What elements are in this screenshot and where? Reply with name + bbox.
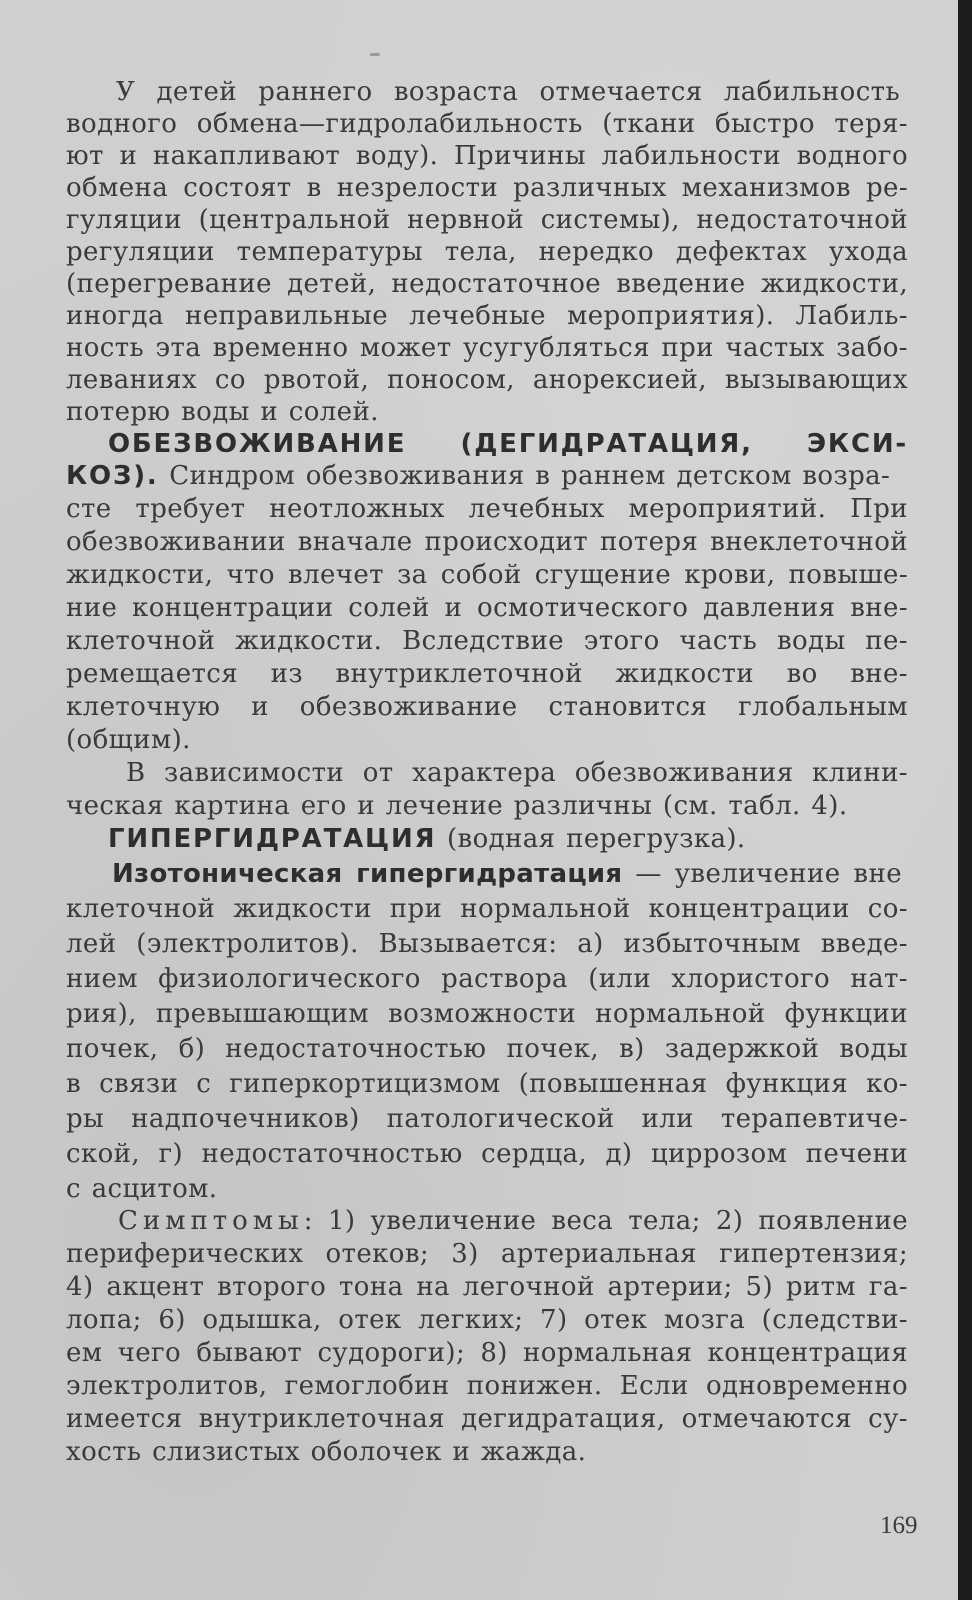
text-line: лопа; 6) одышка, отек легких; 7) отек мозга (следстви- bbox=[66, 1305, 908, 1335]
text-line bbox=[112, 858, 902, 891]
section-heading-line bbox=[108, 823, 908, 856]
text-line: обезвоживании вначале происходит потеря внеклеточной bbox=[66, 527, 908, 557]
text-line: леваниях со рвотой, поносом, анорексией, вызывающих bbox=[66, 365, 908, 395]
text-line: электролитов, гемоглобин понижен. Если одновременно bbox=[66, 1371, 908, 1401]
text-line: ние концентрации солей и осмотического давления вне- bbox=[66, 593, 908, 623]
text-line-rest: Синдром обезвоживания в раннем детском возра- bbox=[158, 461, 891, 491]
text-line: сте требует неотложных лечебных мероприятий. При bbox=[66, 494, 908, 524]
text-line-rest: — увеличение вне bbox=[622, 859, 902, 889]
text-line: клеточной жидкости. Вследствие этого часть воды пе- bbox=[66, 626, 908, 656]
term: Изотоническая гипергидратация bbox=[112, 859, 623, 889]
text-line bbox=[66, 460, 908, 493]
text-line: обмена состоят в незрелости различных механизмов ре- bbox=[66, 173, 908, 203]
text-line bbox=[118, 1205, 908, 1238]
page-number: 169 bbox=[880, 1512, 918, 1539]
text-line: ской, г) недостаточностью сердца, д) циррозом печени bbox=[66, 1139, 908, 1169]
text-line: 4) акцент второго тона на легочной артерии; 5) ритм га- bbox=[66, 1272, 908, 1302]
print-speck bbox=[370, 53, 380, 56]
text-line: с асцитом. bbox=[66, 1174, 218, 1204]
text-line: ческая картина его и лечение различны (см. табл. 4). bbox=[66, 791, 848, 821]
text-line: ем чего бывают судороги); 8) нормальная концентрация bbox=[66, 1338, 908, 1368]
text-line: в связи с гиперкортицизмом (повышенная функция ко- bbox=[66, 1069, 908, 1099]
text-line: клеточную и обезвоживание становится глобальным bbox=[66, 692, 908, 722]
section-heading-note: (водная перегрузка). bbox=[436, 824, 746, 854]
section-heading: ГИПЕРГИДРАТАЦИЯ bbox=[108, 824, 437, 854]
text-line: клеточной жидкости при нормальной концентрации со- bbox=[66, 894, 908, 924]
text-line: иногда неправильные лечебные мероприятия). Лабиль- bbox=[66, 301, 908, 331]
text-line: ность эта временно может усугубляться при частых забо- bbox=[66, 333, 908, 363]
text-line: (перегревание детей, недостаточное введение жидкости, bbox=[66, 269, 908, 299]
text-line: В зависимости от характера обезвоживания клини- bbox=[126, 758, 908, 788]
text-line: У детей раннего возраста отмечается лабильность bbox=[116, 77, 900, 107]
text-line: ремещается из внутриклеточной жидкости во вне- bbox=[66, 659, 908, 689]
text-line: жидкости, что влечет за собой сгущение крови, повыше- bbox=[66, 560, 908, 590]
text-line-rest: : 1) увеличение веса тела; 2) появление bbox=[303, 1206, 908, 1236]
text-line: ют и накапливают воду). Причины лабильности водного bbox=[66, 141, 908, 171]
text-line: потерю воды и солей. bbox=[66, 397, 379, 427]
text-line: ры надпочечников) патологической или терапевтиче- bbox=[66, 1104, 908, 1134]
text-line: имеется внутриклеточная дегидратация, отмечаются су- bbox=[66, 1404, 908, 1434]
text-line: периферических отеков; 3) артериальная гипертензия; bbox=[66, 1239, 908, 1269]
spaced-word: Симптомы bbox=[118, 1206, 304, 1236]
text-line: (общим). bbox=[66, 725, 191, 755]
text-line: хость слизистых оболочек и жажда. bbox=[66, 1437, 587, 1467]
section-heading-end: КОЗ). bbox=[66, 461, 159, 491]
section-heading: ОБЕЗВОЖИВАНИЕ (ДЕГИДРАТАЦИЯ, ЭКСИ- bbox=[108, 429, 908, 459]
text-line: регуляции температуры тела, нередко дефектах ухода bbox=[66, 237, 908, 267]
text-line: нием физиологического раствора (или хлористого нат- bbox=[66, 964, 908, 994]
text-line: лей (электролитов). Вызывается: а) избыточным введе- bbox=[66, 929, 908, 959]
text-line: почек, б) недостаточностью почек, в) задержкой воды bbox=[66, 1034, 908, 1064]
text-line: гуляции (центральной нервной системы), недостаточной bbox=[66, 205, 908, 235]
text-line: водного обмена—гидролабильность (ткани быстро теря- bbox=[66, 109, 908, 139]
text-line: рия), превышающим возможности нормальной функции bbox=[66, 999, 908, 1029]
